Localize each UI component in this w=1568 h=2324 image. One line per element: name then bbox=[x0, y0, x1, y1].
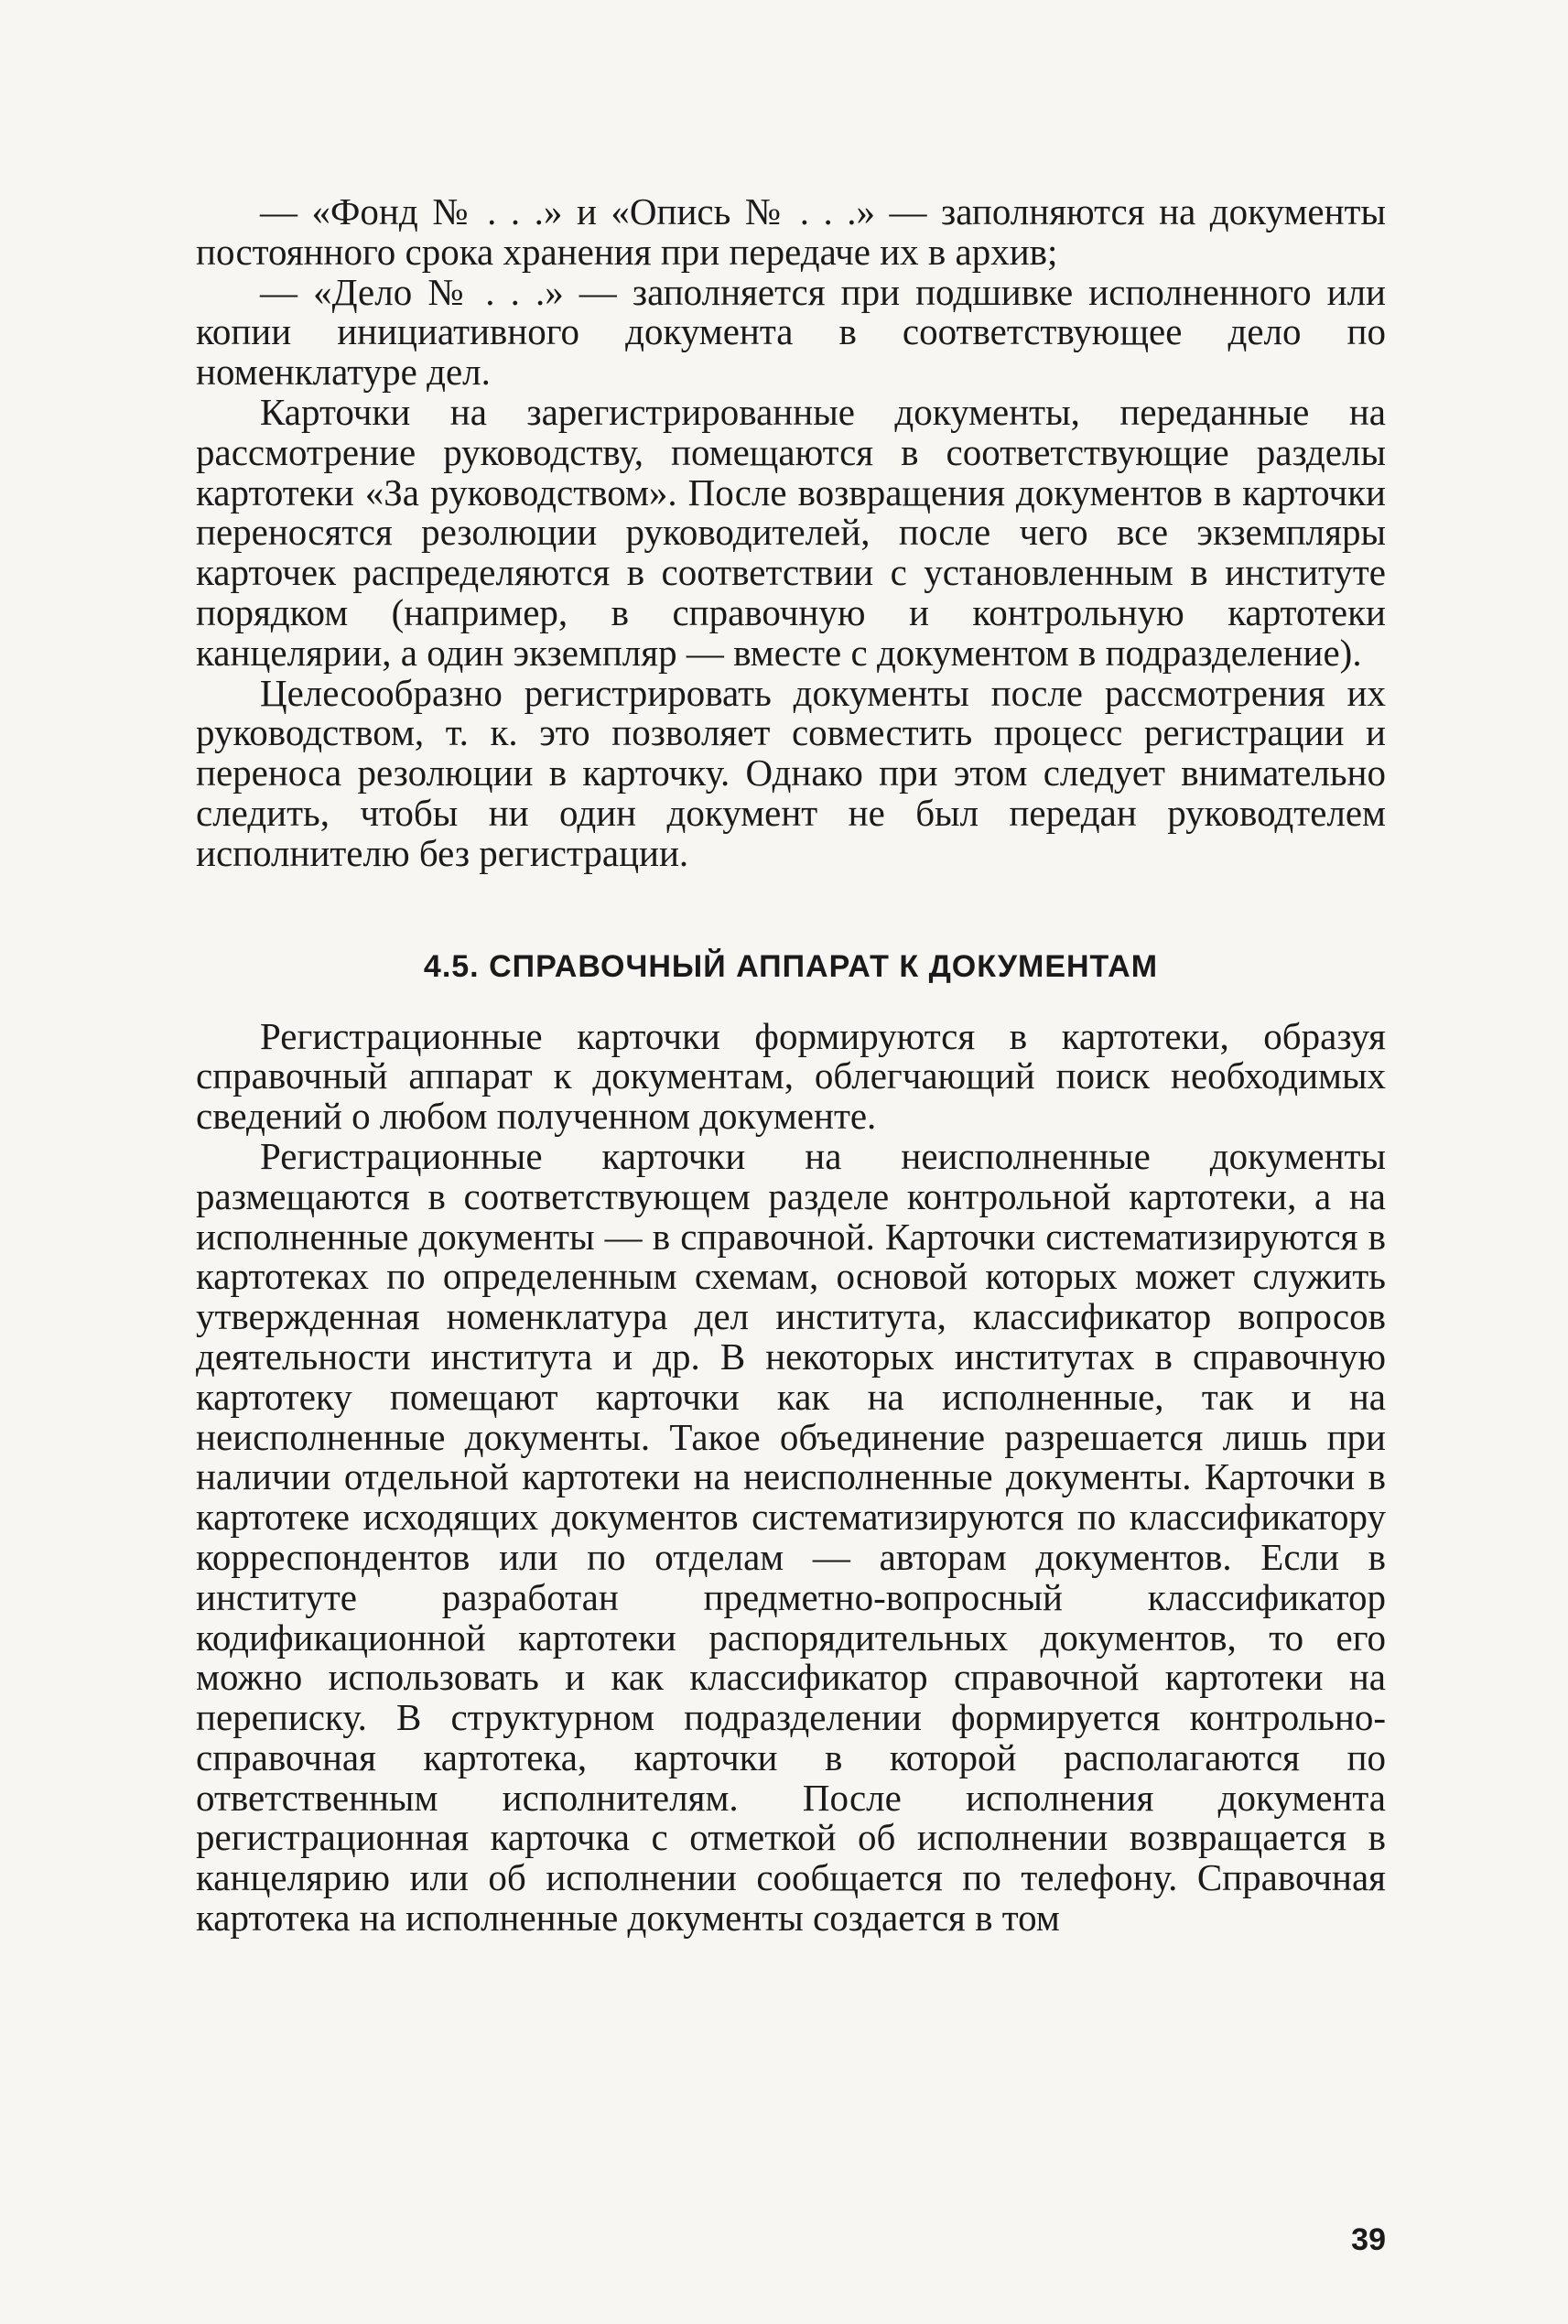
paragraph-card-files: Регистрационные карточки формируются в картотеки, образуя справочный аппарат к документам, облегчающий поиск необходимых сведений о любом полученном документе. bbox=[196, 1014, 1386, 1138]
page-number: 39 bbox=[1351, 2222, 1386, 2257]
page-body bbox=[196, 192, 1386, 1939]
paragraph-card-placement: Регистрационные карточки на неисполненные документы размещаются в соответствующем разделе контрольной картотеки, а на исполненные документы — в справочной. Карточки систематизируются в картотеках по определенным схемам, основой которых может служить утвержденная номенклатура дел института, классификатор вопросов деятельности института и др. В некоторых институтах в справочную картотеку помещают карточки как на исполненные, так и на неисполненные документы. Такое объединение разрешается лишь при наличии отдельной картотеки на неисполненные документы. Карточки в картотеке исходящих документов систематизируются по классификатору корреспондентов или по отделам — авторам документов. Если в институте разработан предметно-вопросный классификатор кодификационной картотеки распорядительных документов, то его можно использовать и как классификатор справочной картотеки на переписку. В структурном подразделении формируется контрольно-справочная картотека, карточки в которой располагаются по ответственным исполнителям. После исполнения документа регистрационная карточка с отметкой об исполнении возвращается в канцелярию или об исполнении сообщается по телефону. Справочная картотека на исполненные документы создается в том bbox=[196, 1134, 1386, 1940]
paragraph-registration-advice: Целесообразно регистрировать документы после рассмотрения их руководством, т. к. это позволяет совместить процесс регистрации и переноса резолюции в карточку. Однако при этом следует внимательно следить, чтобы ни один документ не был передан руководтелем исполнителю без регистрации. bbox=[196, 671, 1386, 874]
paragraph-cards-leadership: Карточки на зарегистрированные документы, переданные на рассмотрение руководству, помещаются в соответствующие разделы картотеки «За руководством». После возвращения документов в карточки переносятся резолюции руководителей, после чего все экземпляры карточек распределяются в соответствии с установленным в институте порядком (например, в справочную и контрольную картотеки канцелярии, а один экземпляр — вместе с документом в подразделение). bbox=[196, 390, 1386, 674]
paragraph-fond-opis: — «Фонд № . . .» и «Опись № . . .» — заполняются на документы постоянного срока хранения при передаче их в архив; bbox=[196, 190, 1386, 273]
section-heading: 4.5. СПРАВОЧНЫЙ АППАРАТ К ДОКУМЕНТАМ bbox=[423, 948, 1159, 984]
paragraph-delo: — «Дело № . . .» — заполняется при подшивке исполненного или копии инициативного документа в соответствующее дело по номенклатуре дел. bbox=[196, 270, 1386, 394]
